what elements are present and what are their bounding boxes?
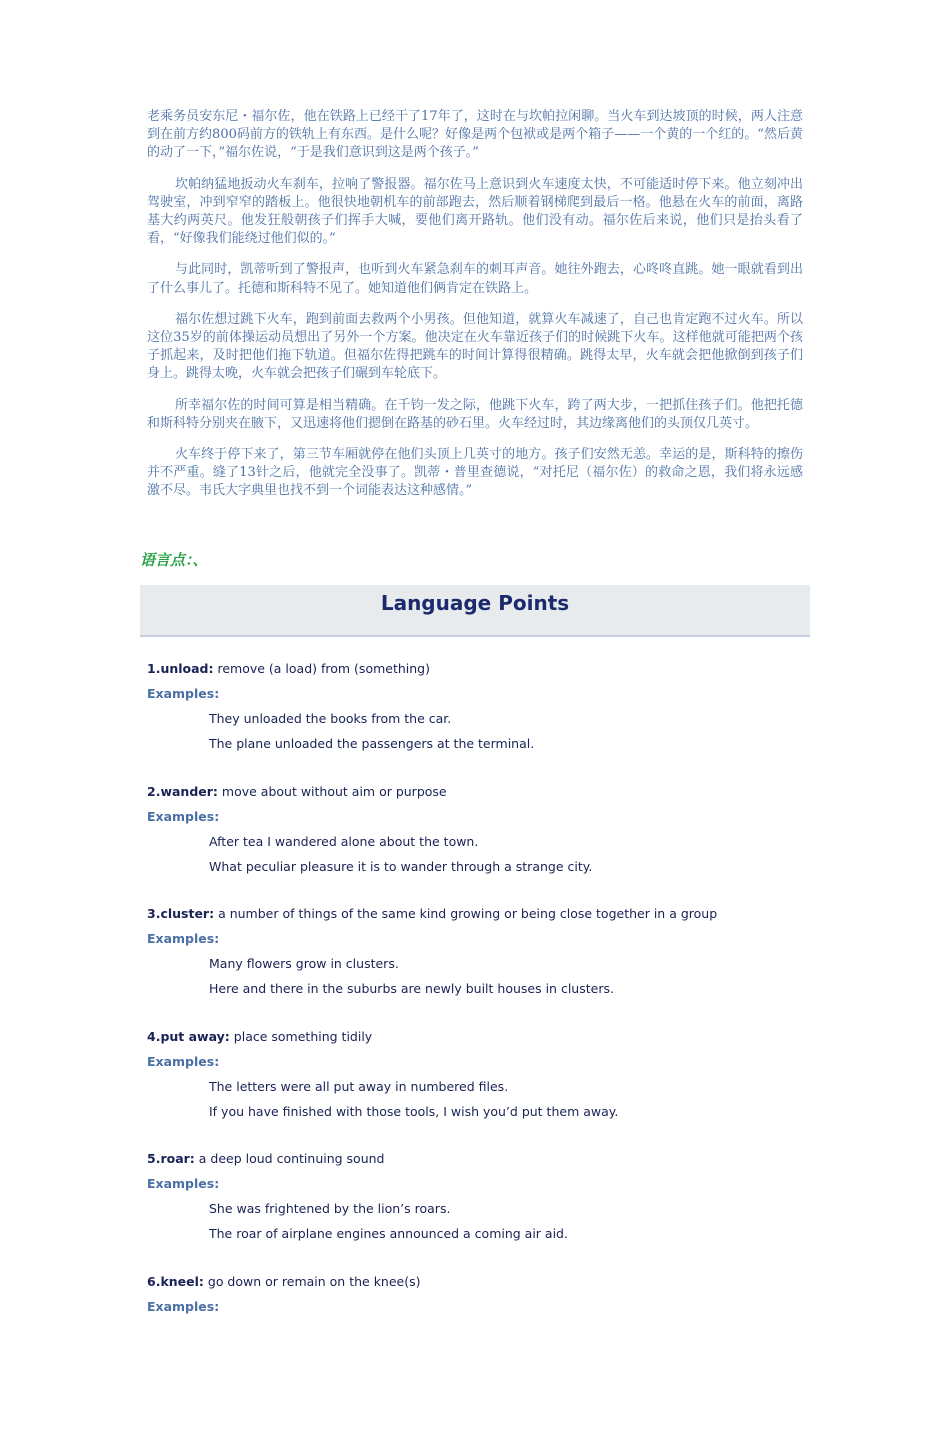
entry-term: 2.wander: bbox=[147, 783, 218, 799]
examples-label: Examples: bbox=[147, 1298, 220, 1314]
entry-head bbox=[147, 659, 430, 679]
story-paragraph-1: 老乘务员安东尼・福尔佐，他在铁路上已经干了17年了，这时在与坎帕拉闲聊。当火车到达坡顶的时候，两人注意到在前方约800码前方的铁轨上有东西。是什么呢？好像是两个包袱或是两个箱子——一个黄的一个红的。“然后黄的动了一下，”福尔佐说，“于是我们意识到这是两个孩子。” bbox=[147, 109, 803, 161]
entry-head bbox=[147, 1272, 421, 1292]
entry-definition: go down or remain on the knee(s) bbox=[203, 1273, 421, 1289]
language-points-list bbox=[147, 659, 807, 1395]
entry-definition: a number of things of the same kind growing or being close together in a group bbox=[214, 906, 718, 922]
examples-label: Examples: bbox=[147, 931, 220, 947]
examples-label: Examples: bbox=[147, 686, 220, 701]
language-points-header bbox=[140, 585, 810, 637]
entry-head bbox=[147, 1027, 372, 1047]
entry-definition: place something tidily bbox=[229, 1028, 373, 1044]
story-paragraph-2: 坎帕纳猛地扳动火车刹车，拉响了警报器。福尔佐马上意识到火车速度太快，不可能适时停下来。他立刻冲出驾驶室，冲到窄窄的踏板上。他很快地朝机车的前部跑去，然后顺着钢梯爬到最后一格。他悬在火车的前面，离路基大约两英尺。他发狂般朝孩子们挥手大喊，要他们离开路轨。他们没有动。福尔佐后来说，他们只是抬头看了看，“好像我们能绕过他们似的。” bbox=[147, 176, 803, 247]
entry-put-away bbox=[147, 1027, 807, 1150]
story-paragraph-5: 所幸福尔佐的时间可算是相当精确。在千钧一发之际，他跳下火车，跨了两大步，一把抓住孩子们。他把托德和斯科特分别夹在腋下，又迅速将他们摁倒在路基的砂石里。火车经过时，其边缘离他们的头顶仅几英寸。 bbox=[147, 397, 803, 431]
section-label: 语言点：、 bbox=[140, 551, 208, 569]
examples-label: Examples: bbox=[147, 1053, 220, 1069]
entry-definition: a deep loud continuing sound bbox=[194, 1151, 385, 1167]
entry-term: 6.kneel: bbox=[147, 1273, 204, 1289]
story-text bbox=[147, 108, 803, 514]
example-sentence: Here and there in the suburbs are newly built houses in clusters. bbox=[209, 981, 614, 997]
entry-cluster bbox=[147, 904, 807, 1027]
entry-head bbox=[147, 782, 447, 802]
example-sentence: Many flowers grow in clusters. bbox=[209, 956, 399, 972]
example-sentence: The letters were all put away in numbered files. bbox=[209, 1078, 509, 1094]
language-points-title: Language Points bbox=[380, 591, 570, 615]
entry-definition: move about without aim or purpose bbox=[217, 783, 447, 799]
example-sentence: If you have finished with those tools, I wish you’d put them away. bbox=[209, 1103, 619, 1119]
entry-unload bbox=[147, 659, 807, 782]
example-sentence: The roar of airplane engines announced a coming air aid. bbox=[209, 1226, 568, 1242]
example-sentence: They unloaded the books from the car. bbox=[209, 711, 452, 726]
entry-definition: remove (a load) from (something) bbox=[213, 661, 430, 676]
example-sentence: After tea I wandered alone about the town. bbox=[209, 833, 479, 849]
examples-label: Examples: bbox=[147, 808, 220, 824]
entry-head bbox=[147, 904, 717, 924]
example-sentence: She was frightened by the lion’s roars. bbox=[209, 1201, 451, 1217]
entry-wander bbox=[147, 782, 807, 905]
examples-label: Examples: bbox=[147, 1176, 220, 1192]
example-sentence: What peculiar pleasure it is to wander through a strange city. bbox=[209, 858, 593, 874]
example-sentence: The plane unloaded the passengers at the terminal. bbox=[209, 736, 535, 751]
entry-head bbox=[147, 1149, 384, 1169]
entry-kneel bbox=[147, 1272, 807, 1395]
story-paragraph-3: 与此同时，凯蒂听到了警报声，也听到火车紧急刹车的刺耳声音。她往外跑去，心咚咚直跳。她一眼就看到出了什么事儿了。托德和斯科特不见了。她知道他们俩肯定在铁路上。 bbox=[147, 262, 803, 296]
story-paragraph-6: 火车终于停下来了，第三节车厢就停在他们头顶上几英寸的地方。孩子们安然无恙。幸运的是，斯科特的擦伤并不严重。缝了13针之后，他就完全没事了。凯蒂・普里查德说，“对托尼（福尔佐）的救命之恩，我们将永远感激不尽。韦氏大字典里也找不到一个词能表达这种感情。” bbox=[147, 447, 803, 499]
entry-term: 3.cluster: bbox=[147, 906, 215, 922]
entry-term: 4.put away: bbox=[147, 1028, 230, 1044]
story-paragraph-4: 福尔佐想过跳下火车，跑到前面去救两个小男孩。但他知道，就算火车减速了，自己也肯定跑不过火车。所以这位35岁的前体操运动员想出了另外一个方案。他决定在火车靠近孩子们的时候跳下火车。这样他就可能把两个孩子抓起来，及时把他们拖下轨道。但福尔佐得把跳车的时间计算得很精确。跳得太早，火车就会把他掀倒到孩子们身上。跳得太晚，火车就会把孩子们碾到车轮底下。 bbox=[147, 311, 803, 382]
entry-term: 1.unload: bbox=[147, 661, 214, 676]
entry-term: 5.roar: bbox=[147, 1151, 195, 1167]
entry-roar bbox=[147, 1149, 807, 1272]
